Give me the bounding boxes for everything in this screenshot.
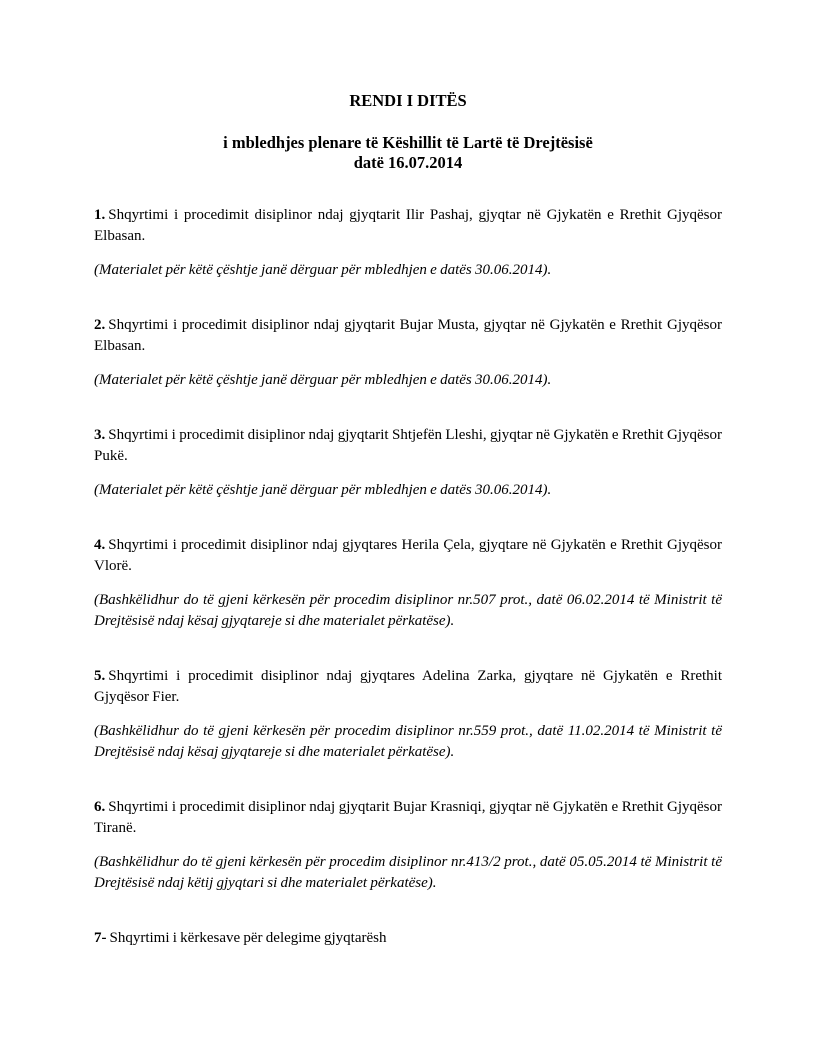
agenda-item-text xyxy=(94,928,722,949)
agenda-item-body: Shqyrtimi i procedimit disiplinor ndaj gjyqtarit Shtjefën Lleshi, gjyqtar në Gjykatën e Rrethit Gjyqësor Pukë. xyxy=(94,427,722,464)
meeting-subtitle: i mbledhjes plenare të Këshillit të Lartë të Drejtësisë xyxy=(223,133,593,152)
agenda-item-2 xyxy=(94,315,722,391)
agenda-item-text xyxy=(94,535,722,577)
agenda-item-text xyxy=(94,666,722,708)
agenda-item-body: Shqyrtimi i kërkesave për delegime gjyqtarësh xyxy=(109,930,387,946)
agenda-item-note: (Bashkëlidhur do të gjeni kërkesën për procedim disiplinor nr.413/2 prot., datë 05.05.2014 të Ministrit të Drejtësisë ndaj këtij gjyqtari si dhe materialet përkatëse). xyxy=(94,854,722,891)
agenda-item-text xyxy=(94,315,722,357)
page-title: RENDI I DITËS xyxy=(349,91,467,110)
agenda-item-note: (Bashkëlidhur do të gjeni kërkesën për procedim disiplinor nr.507 prot., datë 06.02.2014 të Ministrit të Drejtësisë ndaj kësaj gjyqtareje si dhe materialet përkatëse). xyxy=(94,592,722,629)
agenda-item-text xyxy=(94,425,722,467)
agenda-item-note: (Materialet për këtë çështje janë dërguar për mbledhjen e datës 30.06.2014). xyxy=(94,482,552,498)
agenda-item-number: 2. xyxy=(94,317,106,333)
agenda-item-3 xyxy=(94,425,722,501)
agenda-item-7 xyxy=(94,928,722,949)
agenda-item-body: Shqyrtimi i procedimit disiplinor ndaj gjyqtares Adelina Zarka, gjyqtare në Gjykatën e Rrethit Gjyqësor Fier. xyxy=(94,668,722,705)
agenda-item-number: 5. xyxy=(94,668,106,684)
agenda-item-note: (Materialet për këtë çështje janë dërguar për mbledhjen e datës 30.06.2014). xyxy=(94,262,552,278)
agenda-item-number: 3. xyxy=(94,427,106,443)
agenda-item-number: 1. xyxy=(94,207,106,223)
agenda-item-body: Shqyrtimi i procedimit disiplinor ndaj gjyqtares Herila Çela, gjyqtare në Gjykatën e Rrethit Gjyqësor Vlorë. xyxy=(94,537,722,574)
agenda-item-4 xyxy=(94,535,722,632)
agenda-item-1 xyxy=(94,205,722,281)
agenda-item-note: (Materialet për këtë çështje janë dërguar për mbledhjen e datës 30.06.2014). xyxy=(94,372,552,388)
agenda-item-note: (Bashkëlidhur do të gjeni kërkesën për procedim disiplinor nr.559 prot., datë 11.02.2014 të Ministrit të Drejtësisë ndaj kësaj gjyqtareje si dhe materialet përkatëse). xyxy=(94,723,722,760)
agenda-item-5 xyxy=(94,666,722,763)
agenda-item-body: Shqyrtimi i procedimit disiplinor ndaj gjyqtarit Bujar Musta, gjyqtar në Gjykatën e Rrethit Gjyqësor Elbasan. xyxy=(94,317,722,354)
agenda-item-body: Shqyrtimi i procedimit disiplinor ndaj gjyqtarit Bujar Krasniqi, gjyqtar në Gjykatën e Rrethit Gjyqësor Tiranë. xyxy=(94,799,722,836)
agenda-item-text xyxy=(94,205,722,247)
agenda-item-number: 7- xyxy=(94,930,107,946)
agenda-item-number: 4. xyxy=(94,537,106,553)
agenda-item-6 xyxy=(94,797,722,894)
agenda-item-text xyxy=(94,797,722,839)
agenda-item-number: 6. xyxy=(94,799,106,815)
agenda-item-body: Shqyrtimi i procedimit disiplinor ndaj gjyqtarit Ilir Pashaj, gjyqtar në Gjykatën e Rrethit Gjyqësor Elbasan. xyxy=(94,207,722,244)
meeting-date: datë 16.07.2014 xyxy=(353,153,463,172)
